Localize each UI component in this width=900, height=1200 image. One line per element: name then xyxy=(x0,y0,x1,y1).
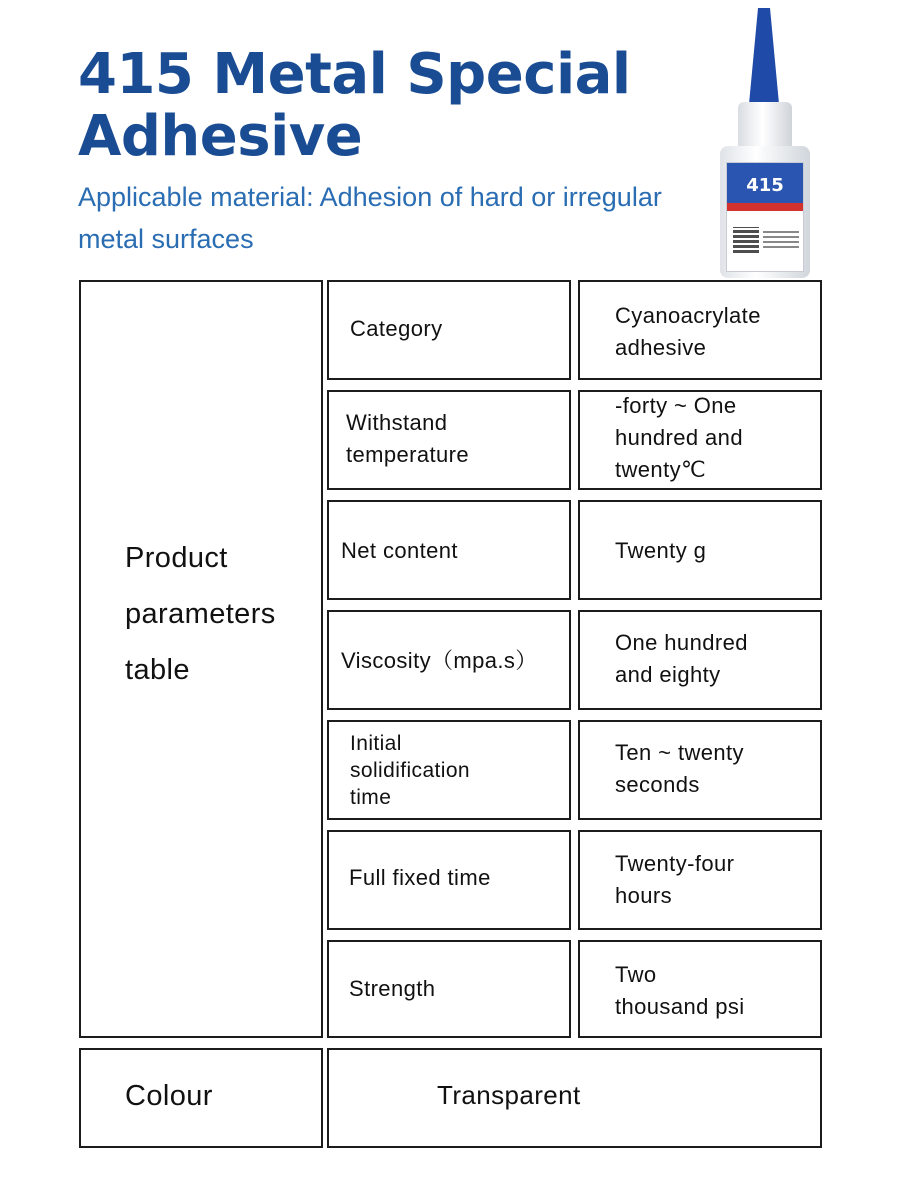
table-row-full-fixed-time-value-cell xyxy=(578,830,822,930)
table-row-strength-value-cell xyxy=(578,940,822,1038)
table-row-net-content-value-cell xyxy=(578,500,822,600)
table-row-category-label-cell xyxy=(327,280,571,380)
colour-value-cell xyxy=(327,1048,822,1148)
viscosity-label: Viscosity（mpa.s） xyxy=(341,648,538,673)
colour-label: Colour xyxy=(125,1080,213,1112)
net-content-value: Twenty g xyxy=(615,538,707,563)
label-fine-print xyxy=(763,231,799,233)
product-parameters-group-cell xyxy=(79,280,323,1038)
colour-value: Transparent xyxy=(437,1080,581,1110)
temperature-value: -forty ~ One hundred and twenty℃ xyxy=(615,393,743,482)
table-row-strength-label-cell xyxy=(327,940,571,1038)
category-value: Cyanoacrylate adhesive xyxy=(615,303,761,360)
label-stripe xyxy=(727,203,803,211)
table-row-viscosity-value-cell xyxy=(578,610,822,710)
table-row-initial-solidification-value-cell xyxy=(578,720,822,820)
bottle-label-number: 415 xyxy=(746,175,784,196)
category-label: Category xyxy=(350,316,443,341)
page-title: 415 Metal Special Adhesive xyxy=(78,42,631,169)
strength-label: Strength xyxy=(349,976,436,1001)
bottle-label xyxy=(726,162,804,272)
table-row-full-fixed-time-label-cell xyxy=(327,830,571,930)
colour-label-cell xyxy=(79,1048,323,1148)
initial-solidification-value: Ten ~ twenty seconds xyxy=(615,740,744,797)
adhesive-bottle-image xyxy=(716,6,816,276)
bottle-cap xyxy=(749,8,779,104)
full-fixed-time-value: Twenty-four hours xyxy=(615,851,735,908)
qr-code-icon xyxy=(733,227,759,253)
applicable-material-text: Applicable material: Adhesion of hard or irregular metal surfaces xyxy=(78,182,662,254)
table-row-category-value-cell xyxy=(578,280,822,380)
net-content-label: Net content xyxy=(341,538,458,563)
table-row-net-content-label-cell xyxy=(327,500,571,600)
full-fixed-time-label: Full fixed time xyxy=(349,865,491,890)
temperature-label: Withstand temperature xyxy=(346,410,470,467)
initial-solidification-label: Initial solidification time xyxy=(350,732,470,809)
viscosity-value: One hundred and eighty xyxy=(615,630,748,687)
table-row-temperature-value-cell xyxy=(578,390,822,490)
strength-value: Two thousand psi xyxy=(615,962,745,1019)
product-parameters-label: Product parameters table xyxy=(125,542,276,686)
table-row-temperature-label-cell xyxy=(327,390,571,490)
bottle-neck xyxy=(738,102,792,148)
table-row-viscosity-label-cell xyxy=(327,610,571,710)
table-row-initial-solidification-label-cell xyxy=(327,720,571,820)
